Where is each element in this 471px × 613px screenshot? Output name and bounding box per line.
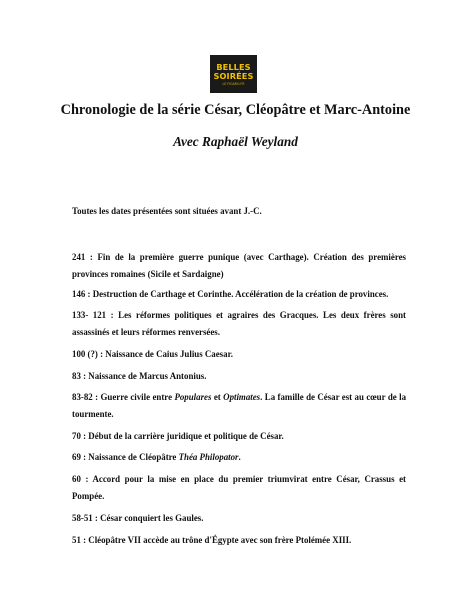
chronology-entry	[72, 307, 406, 341]
chronology-entry	[72, 510, 406, 527]
entry-text: Début de la carrière juridique et politique de César.	[86, 431, 284, 441]
entry-text: Naissance de Marcus Antonius.	[86, 371, 207, 381]
entry-date: 51 :	[72, 535, 87, 545]
entry-date: 100 (?) :	[72, 349, 104, 359]
logo-line-2: SOIRÉES	[213, 71, 254, 81]
dates-note: Toutes les dates présentées sont situées avant J.-C.	[72, 206, 262, 216]
entry-text: Naissance de Caius Julius Caesar.	[103, 349, 233, 359]
document-subtitle: Avec Raphaël Weyland	[173, 134, 298, 149]
chronology-entry	[72, 449, 406, 466]
belles-soirees-logo	[210, 55, 257, 93]
entry-text: Fin de la première guerre punique (avec Carthage). Création des premières provinces romaines (Sicile et Sardaigne)	[72, 252, 406, 279]
entry-text: Destruction de Carthage et Corinthe. Accélération de la création de provinces.	[90, 289, 389, 299]
entry-text: Accord pour la mise en place du premier triumvirat entre César, Crassus et Pompée.	[72, 474, 407, 501]
entry-date: 58-51 :	[72, 513, 98, 523]
entry-date: 146 :	[72, 289, 91, 299]
chronology-entry	[72, 471, 406, 505]
entry-date: 69 :	[72, 452, 87, 462]
entry-text: César conquiert les Gaules.	[97, 513, 204, 523]
chronology-entry	[72, 368, 406, 385]
entry-text: et	[211, 392, 224, 402]
entry-emphasis: Théa Philopator	[178, 452, 239, 462]
entry-date: 83-82 :	[72, 392, 99, 402]
chronology-entry	[72, 428, 406, 445]
logo-line-3: LE FIGARO.FR	[222, 82, 245, 86]
entry-date: 70 :	[72, 431, 87, 441]
document-title: Chronologie de la série César, Cléopâtre et Marc-Antoine	[60, 102, 411, 118]
entry-date: 133- 121 :	[72, 310, 114, 320]
chronology-entry	[72, 389, 406, 423]
entry-emphasis: Optimates	[223, 392, 261, 402]
entry-text: Les réformes politiques et agraires des Gracques. Les deux frères sont assassinés et leurs réformes renversées.	[72, 310, 406, 337]
entry-date: 83 :	[72, 371, 87, 381]
entry-text: Cléopâtre VII accède au trône d'Égypte avec son frère Ptolémée XIII.	[86, 535, 352, 545]
entry-text: Guerre civile entre	[98, 392, 175, 402]
entry-text: .	[238, 452, 241, 462]
chronology-entry	[72, 532, 406, 549]
entry-text: . La famille de César est au cœur de la tourmente.	[72, 392, 407, 419]
entry-date: 60 :	[72, 474, 89, 484]
logo-line-1: BELLES	[216, 62, 251, 72]
chronology-entry	[72, 249, 406, 283]
chronology-entry	[72, 286, 406, 303]
entry-emphasis: Populares	[174, 392, 212, 402]
chronology-entry	[72, 346, 406, 363]
entry-text: Naissance de Cléopâtre	[86, 452, 179, 462]
entry-date: 241 :	[72, 252, 93, 262]
